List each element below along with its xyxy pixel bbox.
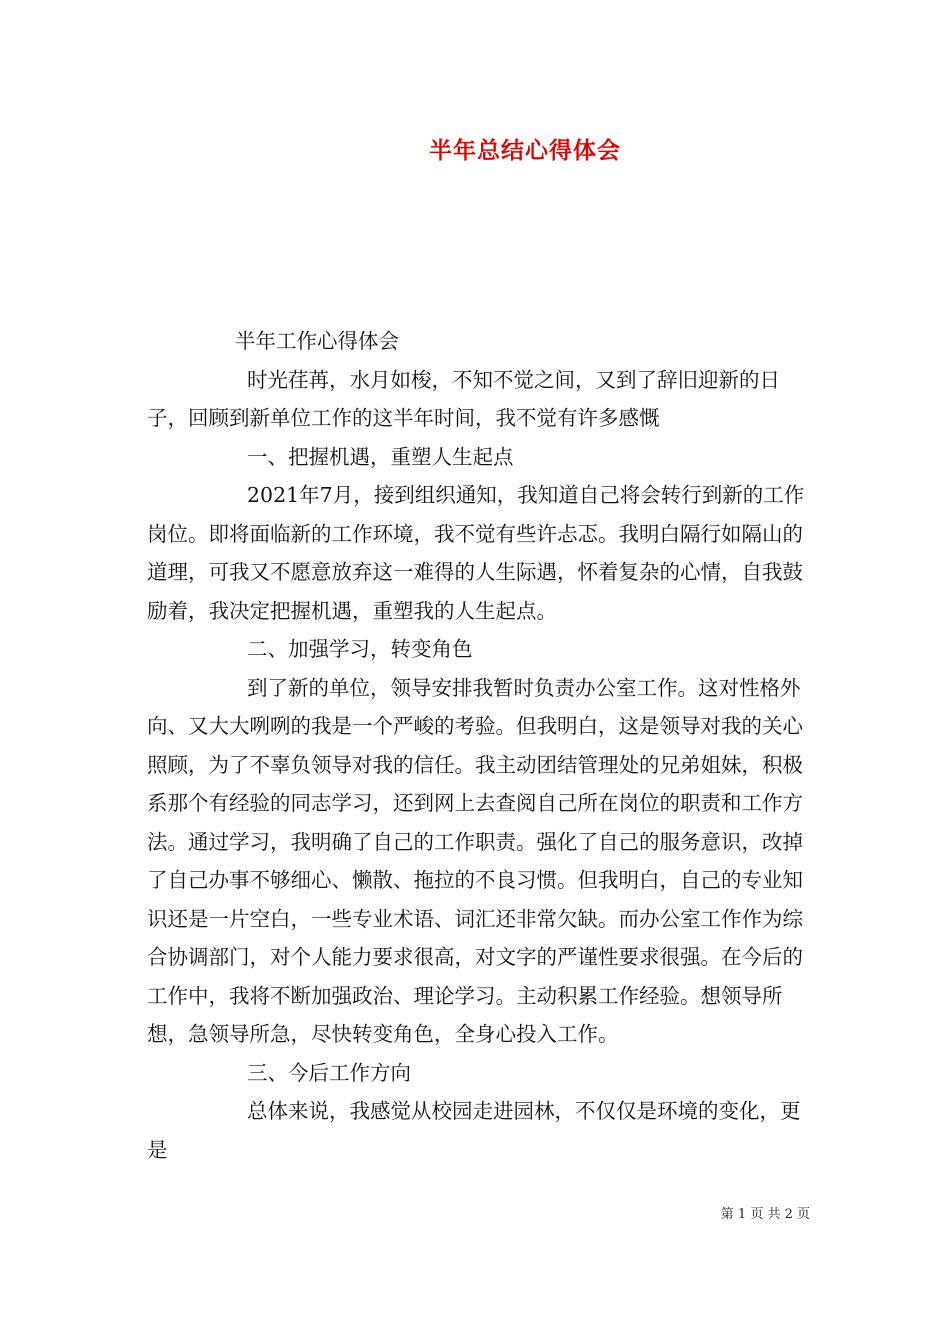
page-number: 第 1 页 共 2 页 [720, 1207, 810, 1222]
document-subtitle: 半年工作心得体会 [235, 329, 399, 353]
paragraph-section-2: 到了新的单位，领导安排我暂时负责办公室工作。这对性格外向、又大大咧咧的我是一个严峻的考验。但我明白，这是领导对我的关心照顾，为了不辜负领导对我的信任。我主动团结管理处的兄弟姐妹，积极系那个有经验的同志学习，还到网上去查阅自己所在岗位的职责和工作方法。通过学习，我明确了自己的工作职责。强化了自己的服务意识，改掉了自己办事不够细心、懒散、拖拉的不良习惯。但我明白，自己的专业知识还是一片空白，一些专业术语、词汇还非常欠缺。而办公室工作作为综合协调部门，对个人能力要求很高，对文字的严谨性要求很强。在今后的工作中，我将不断加强政治、理论学习。主动积累工作经验。想领导所想，急领导所急，尽快转变角色，全身心投入工作。 [147, 675, 803, 1046]
paragraph-intro: 时光荏苒，水月如梭，不知不觉之间，又到了辞旧迎新的日子，回顾到新单位工作的这半年时间，我不觉有许多感慨 [147, 367, 780, 430]
document-title: 半年总结心得体会 [429, 138, 621, 164]
section-heading-2: 二、加强学习，转变角色 [247, 637, 473, 661]
paragraph-section-1: 2021年7月，接到组织通知，我知道自己将会转行到新的工作岗位。即将面临新的工作环境，我不觉有些许忐忑。我明白隔行如隔山的道理，可我又不愿意放弃这一难得的人生际遇，怀着复杂的心情，自我鼓励着，我决定把握机遇，重塑我的人生起点。 [147, 483, 805, 623]
document-body [147, 322, 817, 1169]
paragraph-section-3: 总体来说，我感觉从校园走进园林，不仅仅是环境的变化，更是 [147, 1099, 801, 1162]
section-heading-1: 一、把握机遇，重塑人生起点 [247, 444, 514, 469]
section-heading-3: 三、今后工作方向 [247, 1060, 411, 1085]
